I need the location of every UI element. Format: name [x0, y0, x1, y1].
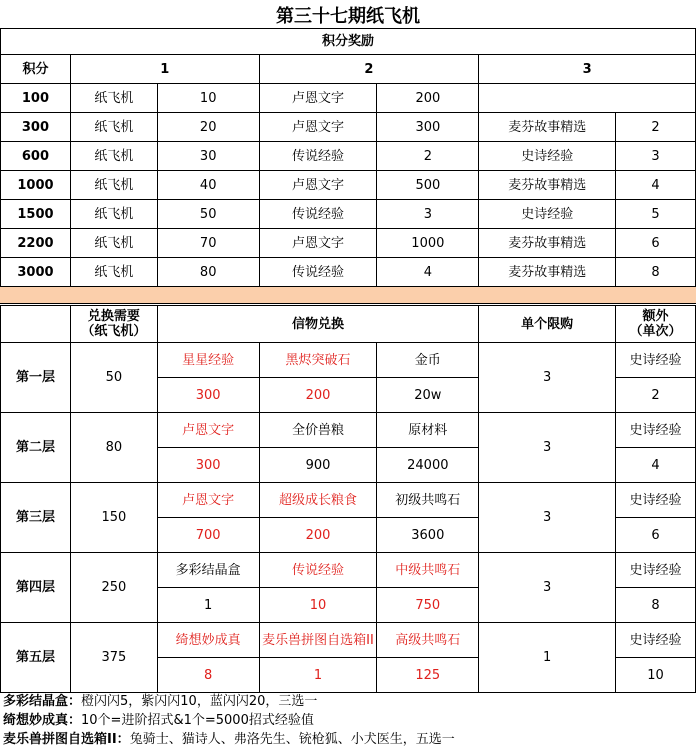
tier-label: 第一层 — [1, 343, 71, 413]
reward2-name: 卢恩文字 — [259, 84, 377, 113]
extra-header-line2: （单次） — [629, 324, 682, 339]
reward2-name: 卢恩文字 — [259, 171, 377, 200]
reward3-name: 史诗经验 — [479, 200, 616, 229]
extra-reward-qty: 4 — [616, 448, 696, 483]
cost-header-line1: 兑换需要 — [87, 309, 140, 324]
points-reward-table — [0, 28, 696, 287]
notes-section — [3, 692, 693, 749]
points-value: 1500 — [1, 200, 71, 229]
reward2-name: 传说经验 — [259, 258, 377, 287]
reward1-qty: 30 — [157, 142, 259, 171]
exchange-row-names — [1, 343, 696, 378]
note-line — [3, 730, 693, 749]
extra-header — [616, 306, 696, 343]
reward-col1-header: 1 — [70, 55, 259, 84]
cost-header — [70, 306, 157, 343]
extra-reward-qty: 6 — [616, 518, 696, 553]
tier-cost: 150 — [70, 483, 157, 553]
reward1-qty: 20 — [157, 113, 259, 142]
note-line — [3, 711, 693, 730]
reward3-qty: 5 — [616, 200, 696, 229]
reward-row — [1, 113, 696, 142]
exchange-item-name: 中级共鸣石 — [377, 553, 479, 588]
items-header: 信物兑换 — [157, 306, 478, 343]
exchange-row-names — [1, 483, 696, 518]
reward-col2-header: 2 — [259, 55, 479, 84]
reward-row — [1, 84, 696, 113]
note-line — [3, 692, 693, 711]
reward1-qty: 50 — [157, 200, 259, 229]
exchange-item-qty: 1 — [157, 588, 259, 623]
tier-label: 第二层 — [1, 413, 71, 483]
purchase-limit: 1 — [479, 623, 616, 693]
extra-reward-name: 史诗经验 — [616, 483, 696, 518]
reward2-name: 卢恩文字 — [259, 113, 377, 142]
cost-header-line2: （纸飞机） — [81, 324, 147, 339]
tier-label: 第五层 — [1, 623, 71, 693]
exchange-item-name: 高级共鸣石 — [377, 623, 479, 658]
exchange-item-qty: 3600 — [377, 518, 479, 553]
exchange-item-qty: 750 — [377, 588, 479, 623]
exchange-item-qty: 200 — [259, 518, 377, 553]
reward1-name: 纸飞机 — [70, 200, 157, 229]
exchange-item-name: 全价兽粮 — [259, 413, 377, 448]
reward2-qty: 4 — [377, 258, 479, 287]
tier-header — [1, 306, 71, 343]
extra-reward-name: 史诗经验 — [616, 343, 696, 378]
exchange-item-name: 卢恩文字 — [157, 413, 259, 448]
exchange-item-name: 原材料 — [377, 413, 479, 448]
exchange-item-qty: 10 — [259, 588, 377, 623]
exchange-item-name: 麦乐兽拼图自选箱II — [259, 623, 377, 658]
reward1-name: 纸飞机 — [70, 258, 157, 287]
reward3-name: 麦芬故事精选 — [479, 229, 616, 258]
reward-section-title: 积分奖励 — [1, 29, 696, 55]
tier-cost: 50 — [70, 343, 157, 413]
token-exchange-table — [0, 305, 696, 693]
points-value: 300 — [1, 113, 71, 142]
reward2-name: 卢恩文字 — [259, 229, 377, 258]
purchase-limit: 3 — [479, 553, 616, 623]
reward2-name: 传说经验 — [259, 200, 377, 229]
points-value: 2200 — [1, 229, 71, 258]
extra-reward-name: 史诗经验 — [616, 413, 696, 448]
reward2-qty: 2 — [377, 142, 479, 171]
exchange-item-qty: 900 — [259, 448, 377, 483]
reward1-name: 纸飞机 — [70, 229, 157, 258]
points-value: 3000 — [1, 258, 71, 287]
reward3-qty: 8 — [616, 258, 696, 287]
exchange-row-names — [1, 623, 696, 658]
exchange-item-qty: 8 — [157, 658, 259, 693]
exchange-item-qty: 125 — [377, 658, 479, 693]
reward-row — [1, 171, 696, 200]
reward3-empty — [479, 84, 696, 113]
exchange-item-qty: 300 — [157, 378, 259, 413]
reward3-qty: 2 — [616, 113, 696, 142]
exchange-item-name: 金币 — [377, 343, 479, 378]
exchange-item-qty: 1 — [259, 658, 377, 693]
exchange-item-name: 黑烬突破石 — [259, 343, 377, 378]
extra-reward-name: 史诗经验 — [616, 623, 696, 658]
page-title: 第三十七期纸飞机 — [276, 6, 420, 27]
reward-col3-header: 3 — [479, 55, 696, 84]
purchase-limit: 3 — [479, 483, 616, 553]
extra-reward-qty: 2 — [616, 378, 696, 413]
reward1-name: 纸飞机 — [70, 84, 157, 113]
exchange-row-names — [1, 413, 696, 448]
note-label: 麦乐兽拼图自选箱II： — [3, 732, 130, 747]
reward2-qty: 300 — [377, 113, 479, 142]
note-text: 兔骑士、猫诗人、弗洛先生、铳枪狐、小犬医生，五选一 — [129, 732, 455, 747]
reward2-qty: 3 — [377, 200, 479, 229]
note-text: 橙闪闪5，紫闪闪10，蓝闪闪20，三选一 — [81, 694, 318, 709]
exchange-item-name: 传说经验 — [259, 553, 377, 588]
reward3-name: 麦芬故事精选 — [479, 171, 616, 200]
reward3-qty: 4 — [616, 171, 696, 200]
purchase-limit: 3 — [479, 413, 616, 483]
exchange-item-qty: 200 — [259, 378, 377, 413]
exchange-item-name: 星星经验 — [157, 343, 259, 378]
note-text: 10个=进阶招式&1个=5000招式经验值 — [81, 713, 314, 728]
exchange-item-name: 多彩结晶盒 — [157, 553, 259, 588]
exchange-item-name: 卢恩文字 — [157, 483, 259, 518]
reward-row — [1, 229, 696, 258]
exchange-item-qty: 700 — [157, 518, 259, 553]
exchange-row-names — [1, 553, 696, 588]
exchange-item-name: 初级共鸣石 — [377, 483, 479, 518]
purchase-limit: 3 — [479, 343, 616, 413]
exchange-item-name: 绮想妙成真 — [157, 623, 259, 658]
reward-row — [1, 200, 696, 229]
tier-cost: 250 — [70, 553, 157, 623]
reward3-qty: 3 — [616, 142, 696, 171]
extra-reward-qty: 10 — [616, 658, 696, 693]
exchange-item-qty: 300 — [157, 448, 259, 483]
points-value: 100 — [1, 84, 71, 113]
reward1-name: 纸飞机 — [70, 113, 157, 142]
reward2-qty: 500 — [377, 171, 479, 200]
reward3-name: 史诗经验 — [479, 142, 616, 171]
reward2-qty: 1000 — [377, 229, 479, 258]
reward3-name: 麦芬故事精选 — [479, 258, 616, 287]
extra-reward-qty: 8 — [616, 588, 696, 623]
tier-cost: 375 — [70, 623, 157, 693]
points-header: 积分 — [1, 55, 71, 84]
extra-reward-name: 史诗经验 — [616, 553, 696, 588]
reward1-qty: 10 — [157, 84, 259, 113]
limit-header: 单个限购 — [479, 306, 616, 343]
exchange-item-name: 超级成长粮食 — [259, 483, 377, 518]
exchange-item-qty: 20w — [377, 378, 479, 413]
reward1-qty: 80 — [157, 258, 259, 287]
reward3-name: 麦芬故事精选 — [479, 113, 616, 142]
extra-header-line1: 额外 — [642, 309, 669, 324]
points-value: 1000 — [1, 171, 71, 200]
reward-row — [1, 258, 696, 287]
tier-label: 第三层 — [1, 483, 71, 553]
note-label: 绮想妙成真： — [3, 713, 82, 728]
tier-cost: 80 — [70, 413, 157, 483]
reward-row — [1, 142, 696, 171]
tier-label: 第四层 — [1, 553, 71, 623]
reward2-name: 传说经验 — [259, 142, 377, 171]
reward1-qty: 40 — [157, 171, 259, 200]
reward1-qty: 70 — [157, 229, 259, 258]
section-divider — [0, 286, 696, 304]
reward3-qty: 6 — [616, 229, 696, 258]
exchange-item-qty: 24000 — [377, 448, 479, 483]
reward1-name: 纸飞机 — [70, 142, 157, 171]
points-value: 600 — [1, 142, 71, 171]
reward1-name: 纸飞机 — [70, 171, 157, 200]
note-label: 多彩结晶盒： — [3, 694, 82, 709]
reward2-qty: 200 — [377, 84, 479, 113]
